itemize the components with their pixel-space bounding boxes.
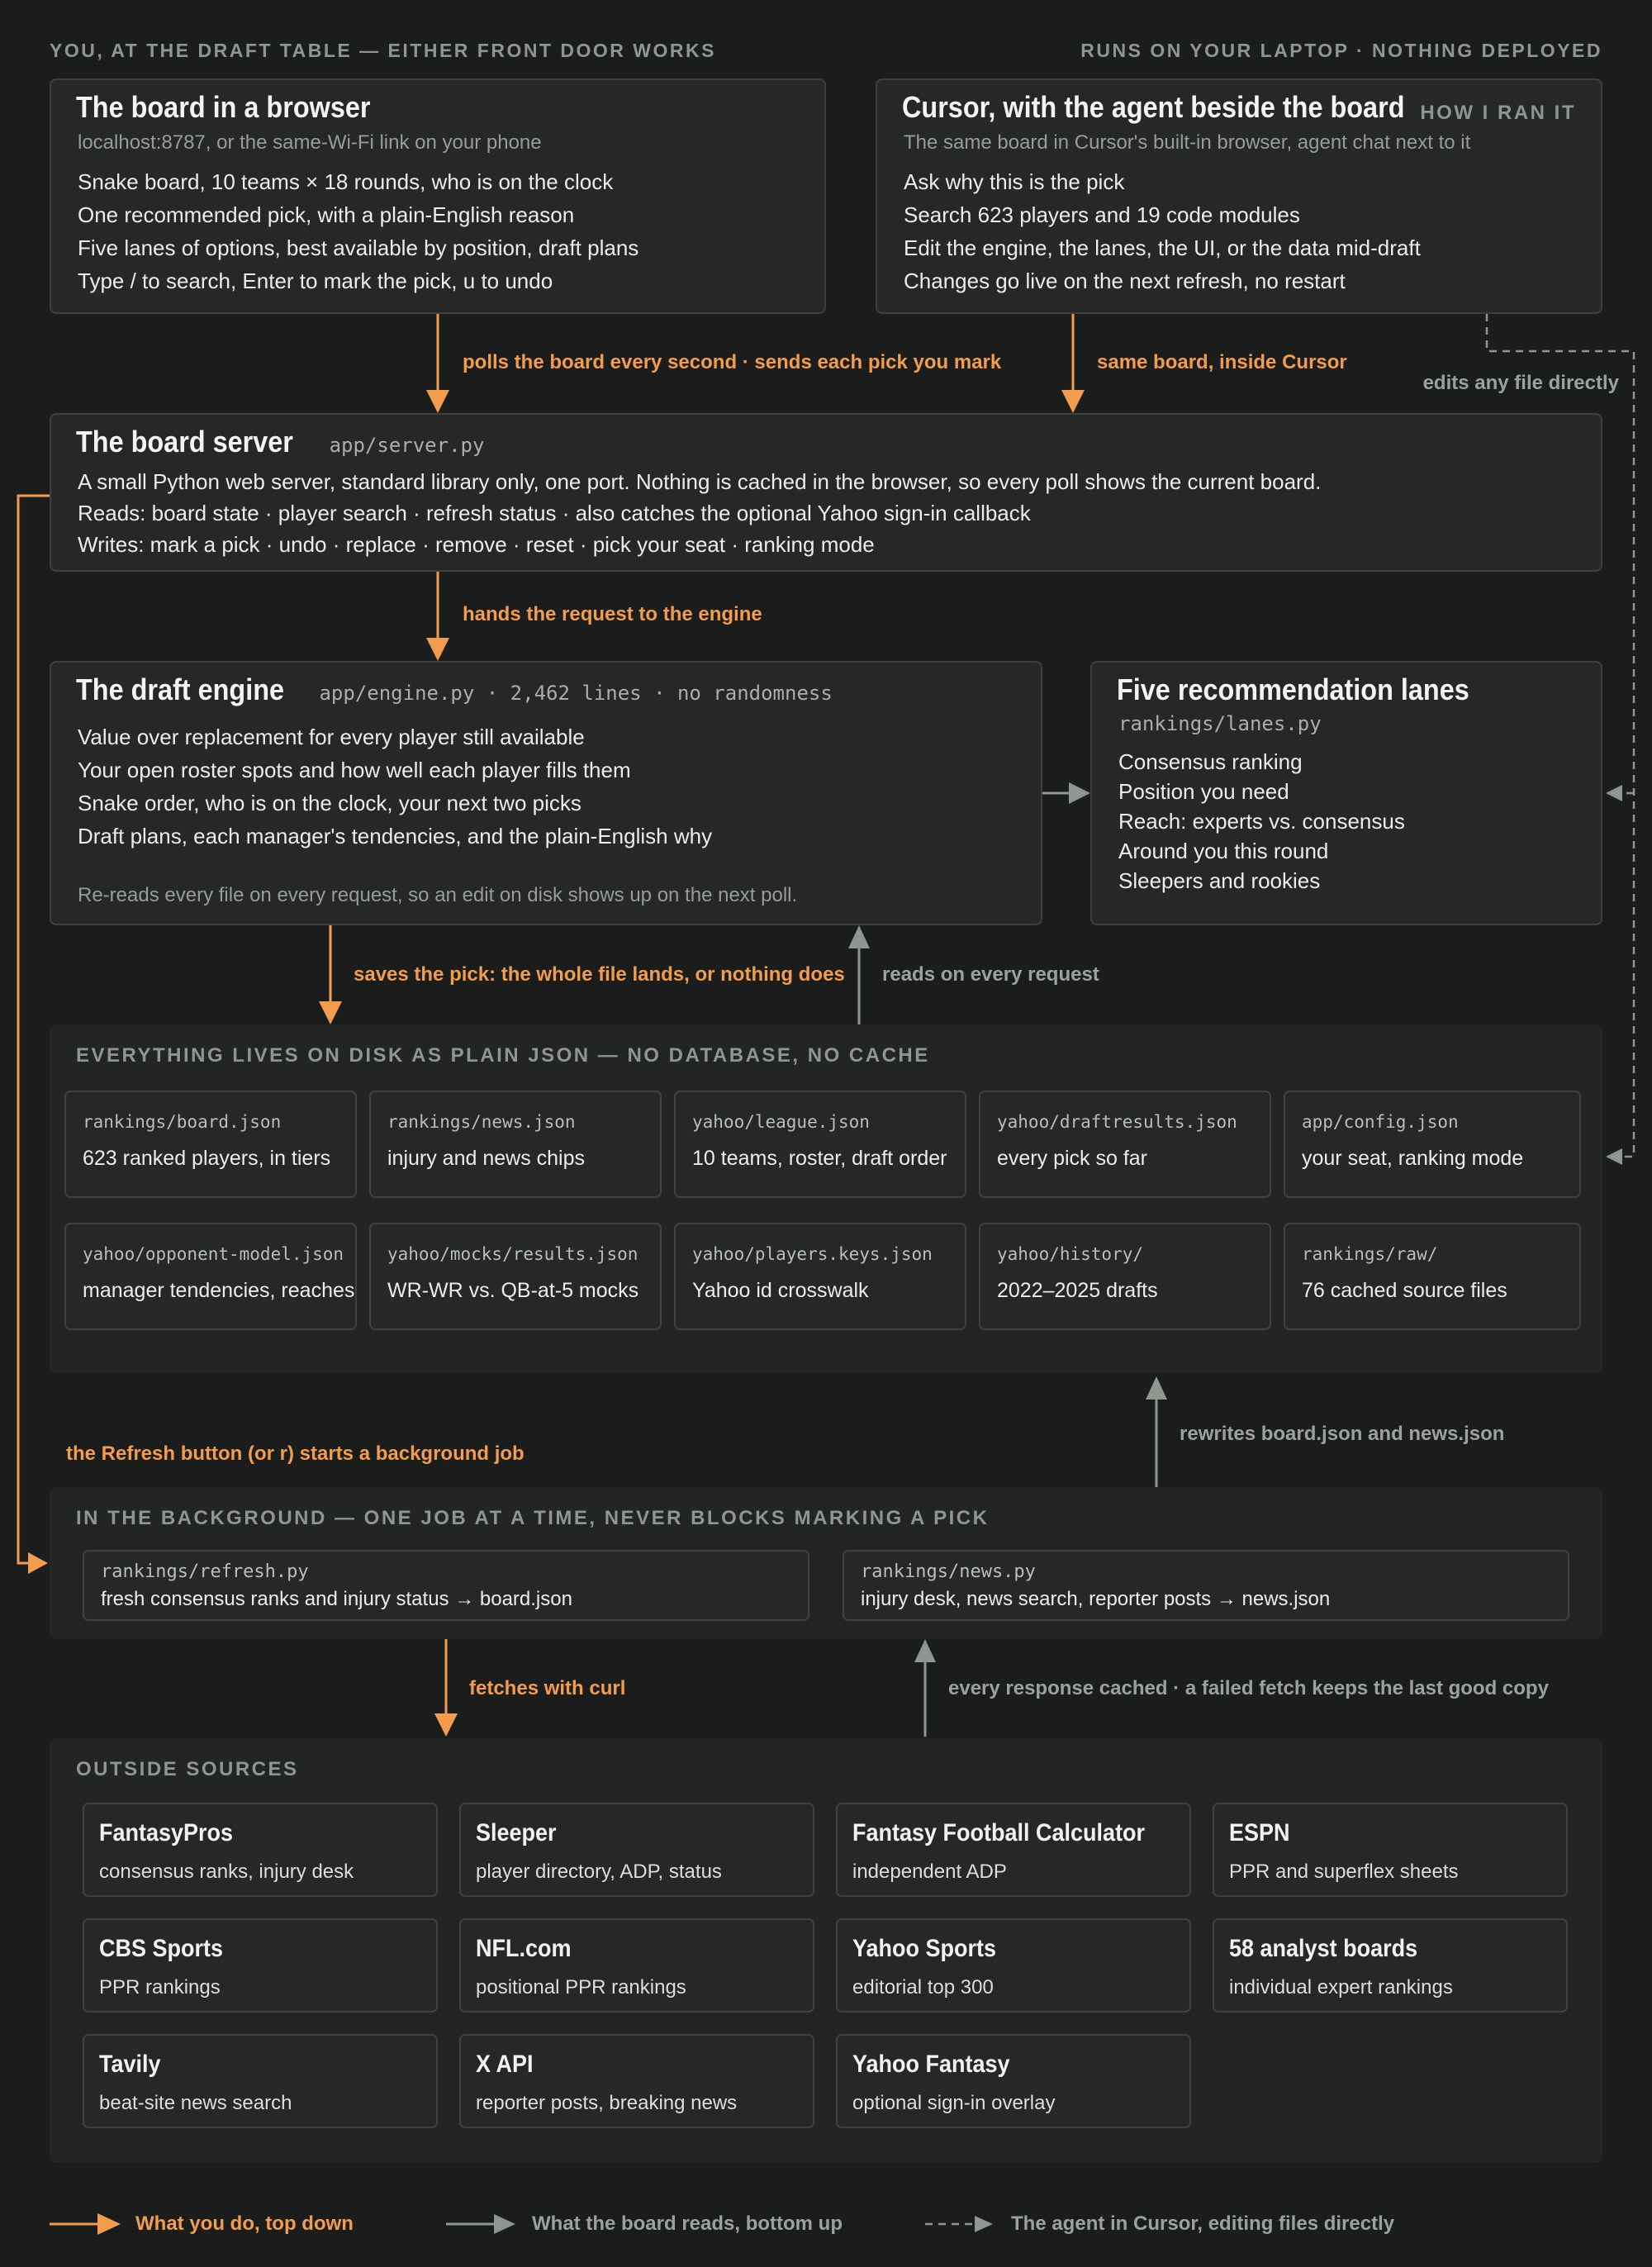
engine-line: Your open roster spots and how well each player fills them (78, 758, 631, 782)
legend-orange-label: What you do, top down (135, 2212, 354, 2235)
engine-line: Draft plans, each manager's tendencies, and the plain-English why (78, 824, 713, 848)
source-name: ESPN (1229, 1819, 1290, 1846)
disk-file-card (674, 1091, 966, 1198)
arrow-server-to-engine (426, 572, 449, 661)
label-reads-every: reads on every request (882, 963, 1099, 986)
disk-file-name: yahoo/draftresults.json (997, 1112, 1237, 1132)
disk-file-card (1284, 1091, 1581, 1198)
legend-gray-label: What the board reads, bottom up (532, 2212, 843, 2235)
source-card (83, 1803, 438, 1897)
server-box (50, 413, 1602, 572)
server-line: Writes: mark a pick · undo · replace · remove · reset · pick your seat · ranking mode (78, 532, 875, 557)
source-name: Yahoo Sports (852, 1935, 997, 1962)
source-desc: independent ADP (852, 1861, 1007, 1883)
source-name: Yahoo Fantasy (852, 2051, 1010, 2078)
disk-file-card (979, 1091, 1271, 1198)
disk-file-card (369, 1091, 662, 1198)
label-fetches: fetches with curl (469, 1677, 626, 1699)
disk-file-name: rankings/news.json (387, 1112, 576, 1132)
source-name: X API (476, 2051, 534, 2078)
background-job-card (843, 1550, 1569, 1621)
source-desc: individual expert rankings (1229, 1976, 1453, 1998)
disk-panel (50, 1024, 1602, 1373)
legend-dashed-arrow (925, 2216, 993, 2232)
disk-file-desc: injury and news chips (387, 1147, 586, 1170)
disk-file-card (64, 1223, 357, 1330)
arrow-cursor-to-server (1061, 314, 1085, 413)
engine-box (50, 661, 1042, 925)
arrow-refresh-loop (18, 496, 50, 1574)
label-rewrites: rewrites board.json and news.json (1180, 1423, 1505, 1445)
browser-line: One recommended pick, with a plain-English reason (78, 202, 575, 227)
browser-subtitle: localhost:8787, or the same-Wi-Fi link on your phone (78, 131, 542, 154)
engine-line: Snake order, who is on the clock, your next two picks (78, 791, 582, 815)
source-desc: consensus ranks, injury desk (99, 1861, 354, 1883)
header-right: RUNS ON YOUR LAPTOP · NOTHING DEPLOYED (1080, 40, 1602, 61)
disk-file-desc: Yahoo id crosswalk (692, 1279, 869, 1302)
browser-title: The board in a browser (76, 90, 371, 124)
source-desc: player directory, ADP, status (476, 1861, 722, 1883)
browser-line: Snake board, 10 teams × 18 rounds, who is on the clock (78, 169, 614, 194)
lane-item: Around you this round (1118, 839, 1329, 863)
disk-file-name: yahoo/mocks/results.json (387, 1244, 638, 1264)
cursor-line: Ask why this is the pick (904, 169, 1125, 194)
engine-file: app/engine.py · 2,462 lines · no randomness (319, 682, 833, 705)
disk-file-desc: WR-WR vs. QB-at-5 mocks (387, 1279, 639, 1302)
legend-gray-arrow (446, 2214, 515, 2234)
job-desc: injury desk, news search, reporter posts → news.json (861, 1588, 1331, 1610)
server-line: A small Python web server, standard library only, one port. Nothing is cached in the browser, so every poll shows the current board. (78, 469, 1322, 494)
source-desc: editorial top 300 (852, 1976, 994, 1998)
server-title: The board server (76, 425, 293, 459)
background-heading: IN THE BACKGROUND — ONE JOB AT A TIME, NEVER BLOCKS MARKING A PICK (76, 1507, 990, 1529)
job-name: rankings/refresh.py (101, 1561, 309, 1582)
lanes-box (1090, 661, 1602, 925)
arrow-engine-to-disk (319, 925, 342, 1024)
source-card (459, 1803, 814, 1897)
background-job-card (83, 1550, 809, 1621)
arrow-browser-to-server (426, 314, 449, 413)
arrow-sources-to-background (914, 1639, 936, 1737)
lane-item: Reach: experts vs. consensus (1118, 809, 1405, 834)
source-name: NFL.com (476, 1935, 572, 1962)
source-card (836, 1918, 1191, 2013)
server-file: app/server.py (329, 434, 485, 457)
label-saves: saves the pick: the whole file lands, or nothing does (354, 963, 845, 986)
disk-file-card (64, 1091, 357, 1198)
legend-orange-arrow (50, 2213, 121, 2235)
cursor-line: Search 623 players and 19 code modules (904, 202, 1300, 227)
disk-file-desc: every pick so far (997, 1147, 1148, 1170)
source-card (83, 1918, 438, 2013)
arrow-background-to-sources (434, 1639, 458, 1737)
source-card (836, 2034, 1191, 2128)
disk-file-card (979, 1223, 1271, 1330)
source-desc: positional PPR rankings (476, 1976, 686, 1998)
server-line: Reads: board state · player search · refresh status · also catches the optional Yahoo sign-in callback (78, 501, 1031, 525)
source-name: FantasyPros (99, 1819, 234, 1846)
browser-line: Five lanes of options, best available by position, draft plans (78, 235, 639, 260)
disk-file-name: rankings/board.json (83, 1112, 282, 1132)
source-desc: PPR rankings (99, 1976, 221, 1998)
disk-file-name: yahoo/opponent-model.json (83, 1244, 344, 1264)
lane-item: Consensus ranking (1118, 749, 1303, 774)
arrow-disk-to-engine (848, 925, 870, 1024)
legend-dashed-label: The agent in Cursor, editing files directly (1011, 2212, 1395, 2235)
label-cached: every response cached · a failed fetch keeps the last good copy (948, 1677, 1549, 1699)
disk-file-card (674, 1223, 966, 1330)
background-panel (50, 1487, 1602, 1639)
disk-file-card (1284, 1223, 1581, 1330)
cursor-subtitle: The same board in Cursor's built-in browser, agent chat next to it (904, 131, 1471, 154)
disk-file-desc: manager tendencies, reaches (83, 1279, 355, 1302)
source-card (1213, 1803, 1568, 1897)
source-name: 58 analyst boards (1229, 1935, 1418, 1962)
source-card (459, 2034, 814, 2128)
source-desc: beat-site news search (99, 2092, 292, 2114)
source-card (459, 1918, 814, 2013)
disk-file-card (369, 1223, 662, 1330)
job-name: rankings/news.py (861, 1561, 1036, 1582)
cursor-line: Edit the engine, the lanes, the UI, or the data mid-draft (904, 235, 1421, 260)
arrow-engine-to-lanes (1042, 782, 1090, 804)
job-desc: fresh consensus ranks and injury status → board.json (101, 1588, 572, 1610)
arrow-background-to-disk (1146, 1376, 1167, 1487)
disk-file-name: yahoo/league.json (692, 1112, 870, 1132)
cursor-line: Changes go live on the next refresh, no restart (904, 269, 1346, 293)
lanes-file: rankings/lanes.py (1118, 712, 1322, 735)
disk-file-desc: 2022–2025 drafts (997, 1279, 1158, 1302)
disk-file-desc: your seat, ranking mode (1302, 1147, 1524, 1170)
lane-item: Position you need (1118, 779, 1289, 804)
label-polls: polls the board every second · sends each pick you mark (463, 351, 1002, 373)
source-name: CBS Sports (99, 1935, 224, 1962)
disk-file-name: yahoo/players.keys.json (692, 1244, 933, 1264)
cursor-box (876, 78, 1602, 314)
source-card (1213, 1918, 1568, 2013)
lanes-title: Five recommendation lanes (1117, 672, 1469, 706)
label-edits-any: edits any file directly (1422, 372, 1619, 394)
lane-item: Sleepers and rookies (1118, 868, 1321, 893)
source-name: Fantasy Football Calculator (852, 1819, 1146, 1846)
engine-note: Re-reads every file on every request, so an edit on disk shows up on the next poll. (78, 884, 798, 906)
label-hands: hands the request to the engine (463, 603, 762, 625)
browser-box (50, 78, 826, 314)
source-card (836, 1803, 1191, 1897)
cursor-title: Cursor, with the agent beside the board (902, 90, 1405, 124)
disk-file-name: app/config.json (1302, 1112, 1459, 1132)
disk-file-name: yahoo/history/ (997, 1244, 1144, 1264)
source-name: Tavily (99, 2051, 161, 2078)
engine-title: The draft engine (76, 672, 285, 706)
sources-panel (50, 1738, 1602, 2163)
source-card (83, 2034, 438, 2128)
source-desc: PPR and superflex sheets (1229, 1861, 1459, 1883)
source-desc: reporter posts, breaking news (476, 2092, 738, 2114)
sources-heading: OUTSIDE SOURCES (76, 1758, 299, 1780)
disk-file-desc: 623 ranked players, in tiers (83, 1147, 331, 1170)
disk-heading: EVERYTHING LIVES ON DISK AS PLAIN JSON — NO DATABASE, NO CACHE (76, 1044, 930, 1067)
label-same-board: same board, inside Cursor (1097, 351, 1347, 373)
source-name: Sleeper (476, 1819, 557, 1846)
disk-file-desc: 76 cached source files (1302, 1279, 1507, 1302)
header-left: YOU, AT THE DRAFT TABLE — EITHER FRONT DOOR WORKS (50, 40, 716, 61)
browser-line: Type / to search, Enter to mark the pick, u to undo (78, 269, 553, 293)
cursor-badge: HOW I RAN IT (1420, 102, 1576, 124)
disk-file-desc: 10 teams, roster, draft order (692, 1147, 947, 1170)
source-desc: optional sign-in overlay (852, 2092, 1056, 2114)
engine-line: Value over replacement for every player still available (78, 725, 585, 749)
label-refresh-button: the Refresh button (or r) starts a background job (66, 1442, 525, 1465)
disk-file-name: rankings/raw/ (1302, 1244, 1438, 1264)
